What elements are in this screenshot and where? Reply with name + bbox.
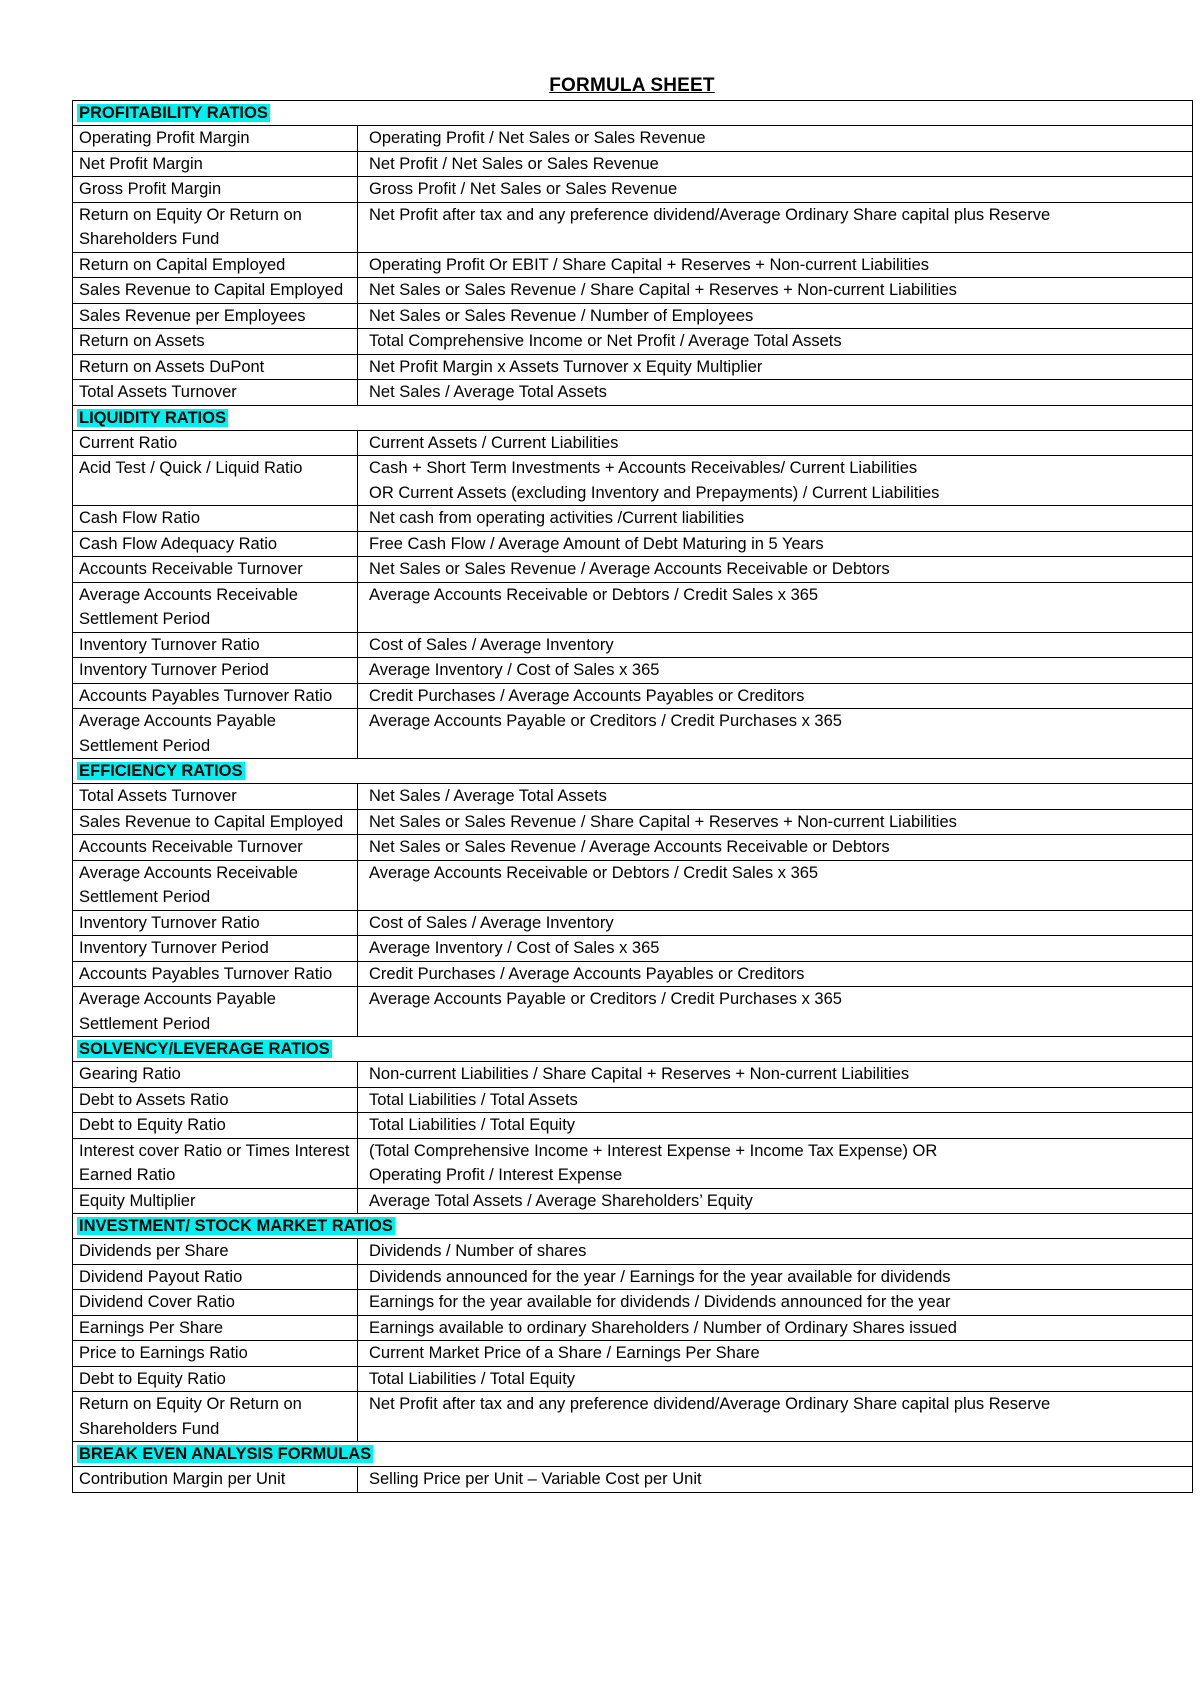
ratio-row	[73, 860, 1193, 910]
ratio-formula	[358, 683, 1193, 709]
ratio-name: Sales Revenue per Employees	[73, 303, 358, 329]
formula-line: Average Inventory / Cost of Sales x 365	[369, 661, 660, 679]
ratio-formula	[358, 151, 1193, 177]
ratio-name: Interest cover Ratio or Times Interest Earned Ratio	[73, 1138, 358, 1188]
ratio-row	[73, 936, 1193, 962]
ratio-name: Return on Equity Or Return on Shareholders Fund	[73, 202, 358, 252]
ratio-row	[73, 1366, 1193, 1392]
ratio-formula	[358, 126, 1193, 152]
ratio-row	[73, 910, 1193, 936]
formula-line: Credit Purchases / Average Accounts Payables or Creditors	[369, 964, 805, 983]
ratio-formula	[358, 329, 1193, 355]
ratio-formula	[358, 860, 1193, 910]
ratio-name: Total Assets Turnover	[73, 784, 358, 810]
section-header-cell	[73, 759, 1193, 784]
ratio-name: Inventory Turnover Ratio	[73, 910, 358, 936]
ratio-row	[73, 380, 1193, 406]
ratio-name: Average Accounts Payable Settlement Period	[73, 987, 358, 1037]
section-header-cell	[73, 1442, 1193, 1467]
formula-line: Current Market Price of a Share / Earnings Per Share	[369, 1344, 760, 1362]
formula-line: Selling Price per Unit – Variable Cost per Unit	[369, 1470, 702, 1488]
ratio-name: Earnings Per Share	[73, 1315, 358, 1341]
formula-line: Total Liabilities / Total Assets	[369, 1090, 578, 1109]
ratio-row	[73, 1138, 1193, 1188]
section-header-row	[73, 101, 1193, 126]
formula-line: Net Sales or Sales Revenue / Number of Employees	[369, 306, 754, 325]
formula-line: OR Current Assets (excluding Inventory and Prepayments) / Current Liabilities	[369, 483, 940, 502]
ratio-formula	[358, 1290, 1193, 1316]
ratio-row	[73, 177, 1193, 203]
ratio-formula	[358, 961, 1193, 987]
section-heading: INVESTMENT/ STOCK MARKET RATIOS	[79, 1217, 393, 1235]
ratio-formula	[358, 1138, 1193, 1188]
formula-line: Net Sales / Average Total Assets	[369, 383, 607, 401]
ratio-name: Accounts Receivable Turnover	[73, 835, 358, 861]
ratio-row	[73, 987, 1193, 1037]
ratio-row	[73, 809, 1193, 835]
formula-line: Operating Profit / Net Sales or Sales Revenue	[369, 129, 706, 147]
ratio-formula	[358, 658, 1193, 684]
formula-line: Operating Profit Or EBIT / Share Capital + Reserves + Non-current Liabilities	[369, 255, 930, 274]
section-heading: SOLVENCY/LEVERAGE RATIOS	[79, 1040, 330, 1058]
ratio-name: Average Accounts Payable Settlement Period	[73, 709, 358, 759]
ratio-row	[73, 1290, 1193, 1316]
formula-line: Net Profit / Net Sales or Sales Revenue	[369, 154, 659, 173]
ratio-row	[73, 354, 1193, 380]
ratio-name: Net Profit Margin	[73, 151, 358, 177]
ratio-formula	[358, 456, 1193, 506]
formula-table	[72, 100, 1193, 1493]
ratio-row	[73, 1113, 1193, 1139]
formula-line: (Total Comprehensive Income + Interest Expense + Income Tax Expense) OR	[369, 1141, 938, 1160]
ratio-formula	[358, 380, 1193, 406]
ratio-formula	[358, 784, 1193, 810]
ratio-name: Dividend Cover Ratio	[73, 1290, 358, 1316]
ratio-name: Sales Revenue to Capital Employed	[73, 809, 358, 835]
section-header-cell	[73, 405, 1193, 430]
ratio-formula	[358, 835, 1193, 861]
ratio-name: Gross Profit Margin	[73, 177, 358, 203]
ratio-name: Return on Assets	[73, 329, 358, 355]
ratio-formula	[358, 1188, 1193, 1214]
ratio-name: Dividends per Share	[73, 1239, 358, 1265]
formula-line: Total Comprehensive Income or Net Profit / Average Total Assets	[369, 332, 842, 350]
section-heading: EFFICIENCY RATIOS	[79, 762, 243, 780]
formula-line: Cash + Short Term Investments + Accounts Receivables/ Current Liabilities	[369, 459, 918, 477]
formula-line: Average Total Assets / Average Shareholders’ Equity	[369, 1191, 753, 1210]
ratio-formula	[358, 531, 1193, 557]
ratio-row	[73, 329, 1193, 355]
ratio-name: Acid Test / Quick / Liquid Ratio	[73, 456, 358, 506]
formula-line: Average Accounts Receivable or Debtors / Credit Sales x 365	[369, 863, 819, 882]
formula-line: Average Accounts Payable or Creditors / Credit Purchases x 365	[369, 712, 842, 730]
ratio-formula	[358, 354, 1193, 380]
section-heading: BREAK EVEN ANALYSIS FORMULAS	[79, 1445, 372, 1463]
ratio-row	[73, 1264, 1193, 1290]
ratio-row	[73, 1315, 1193, 1341]
ratio-name: Cash Flow Ratio	[73, 506, 358, 532]
ratio-name: Sales Revenue to Capital Employed	[73, 278, 358, 304]
formula-line: Total Liabilities / Total Equity	[369, 1116, 576, 1134]
ratio-name: Cash Flow Adequacy Ratio	[73, 531, 358, 557]
formula-line: Net Sales or Sales Revenue / Share Capital + Reserves + Non-current Liabilities	[369, 812, 957, 831]
ratio-name: Dividend Payout Ratio	[73, 1264, 358, 1290]
ratio-row	[73, 709, 1193, 759]
ratio-row	[73, 1392, 1193, 1442]
ratio-row	[73, 658, 1193, 684]
ratio-formula	[358, 303, 1193, 329]
formula-line: Earnings for the year available for dividends / Dividends announced for the year	[369, 1293, 951, 1311]
formula-line: Average Accounts Payable or Creditors / Credit Purchases x 365	[369, 990, 842, 1008]
formula-sheet	[72, 74, 1192, 1493]
formula-line: Total Liabilities / Total Equity	[369, 1369, 576, 1388]
ratio-name: Return on Capital Employed	[73, 252, 358, 278]
ratio-formula	[358, 1239, 1193, 1265]
ratio-name: Return on Equity Or Return on Shareholders Fund	[73, 1392, 358, 1442]
ratio-formula	[358, 177, 1193, 203]
formula-line: Net Profit Margin x Assets Turnover x Equity Multiplier	[369, 357, 763, 376]
ratio-row	[73, 1087, 1193, 1113]
section-header-cell	[73, 1037, 1193, 1062]
ratio-row	[73, 1467, 1193, 1493]
formula-line: Earnings available to ordinary Shareholders / Number of Ordinary Shares issued	[369, 1318, 957, 1337]
formula-line: Non-current Liabilities / Share Capital + Reserves + Non-current Liabilities	[369, 1065, 910, 1083]
ratio-row	[73, 1341, 1193, 1367]
ratio-name: Inventory Turnover Period	[73, 658, 358, 684]
ratio-row	[73, 1062, 1193, 1088]
ratio-name: Return on Assets DuPont	[73, 354, 358, 380]
ratio-row	[73, 961, 1193, 987]
ratio-formula	[358, 1366, 1193, 1392]
formula-line: Cost of Sales / Average Inventory	[369, 913, 614, 932]
ratio-row	[73, 126, 1193, 152]
section-heading: PROFITABILITY RATIOS	[79, 104, 268, 122]
formula-table-body	[73, 101, 1193, 1493]
ratio-row	[73, 683, 1193, 709]
formula-line: Cost of Sales / Average Inventory	[369, 635, 614, 654]
ratio-row	[73, 252, 1193, 278]
ratio-formula	[358, 632, 1193, 658]
ratio-row	[73, 456, 1193, 506]
ratio-formula	[358, 582, 1193, 632]
section-header-cell	[73, 1214, 1193, 1239]
formula-line: Net Profit after tax and any preference dividend/Average Ordinary Share capital plus Reserve	[369, 205, 1051, 224]
ratio-formula	[358, 987, 1193, 1037]
formula-line: Dividends / Number of shares	[369, 1242, 587, 1260]
ratio-name: Contribution Margin per Unit	[73, 1467, 358, 1493]
formula-line: Operating Profit / Interest Expense	[369, 1166, 623, 1184]
ratio-name: Average Accounts Receivable Settlement Period	[73, 582, 358, 632]
ratio-formula	[358, 1062, 1193, 1088]
ratio-formula	[358, 1315, 1193, 1341]
formula-line: Current Assets / Current Liabilities	[369, 433, 619, 452]
formula-line: Free Cash Flow / Average Amount of Debt Maturing in 5 Years	[369, 534, 824, 553]
section-header-cell	[73, 101, 1193, 126]
ratio-row	[73, 278, 1193, 304]
section-header-row	[73, 1214, 1193, 1239]
ratio-formula	[358, 910, 1193, 936]
ratio-name: Debt to Equity Ratio	[73, 1366, 358, 1392]
ratio-formula	[358, 506, 1193, 532]
ratio-row	[73, 784, 1193, 810]
ratio-name: Price to Earnings Ratio	[73, 1341, 358, 1367]
ratio-formula	[358, 809, 1193, 835]
ratio-name: Accounts Payables Turnover Ratio	[73, 961, 358, 987]
ratio-row	[73, 582, 1193, 632]
ratio-row	[73, 557, 1193, 583]
ratio-row	[73, 835, 1193, 861]
ratio-name: Accounts Receivable Turnover	[73, 557, 358, 583]
ratio-row	[73, 531, 1193, 557]
ratio-formula	[358, 202, 1193, 252]
ratio-formula	[358, 1467, 1193, 1493]
ratio-formula	[358, 1087, 1193, 1113]
formula-line: Dividends announced for the year / Earnings for the year available for dividends	[369, 1267, 951, 1286]
ratio-name: Inventory Turnover Period	[73, 936, 358, 962]
formula-line: Net Sales or Sales Revenue / Share Capital + Reserves + Non-current Liabilities	[369, 281, 957, 299]
formula-line: Average Accounts Receivable or Debtors / Credit Sales x 365	[369, 585, 819, 604]
ratio-row	[73, 202, 1193, 252]
ratio-formula	[358, 1264, 1193, 1290]
ratio-name: Operating Profit Margin	[73, 126, 358, 152]
ratio-row	[73, 303, 1193, 329]
ratio-formula	[358, 278, 1193, 304]
ratio-formula	[358, 252, 1193, 278]
page-title: FORMULA SHEET	[549, 75, 715, 96]
formula-line: Net Sales or Sales Revenue / Average Accounts Receivable or Debtors	[369, 560, 890, 578]
ratio-formula	[358, 936, 1193, 962]
section-heading: LIQUIDITY RATIOS	[79, 408, 226, 427]
ratio-formula	[358, 430, 1193, 456]
ratio-row	[73, 506, 1193, 532]
ratio-name: Total Assets Turnover	[73, 380, 358, 406]
ratio-name: Average Accounts Receivable Settlement Period	[73, 860, 358, 910]
ratio-name: Equity Multiplier	[73, 1188, 358, 1214]
ratio-name: Current Ratio	[73, 430, 358, 456]
ratio-formula	[358, 709, 1193, 759]
formula-line: Net Profit after tax and any preference dividend/Average Ordinary Share capital plus Reserve	[369, 1395, 1051, 1413]
ratio-name: Debt to Assets Ratio	[73, 1087, 358, 1113]
ratio-row	[73, 430, 1193, 456]
ratio-row	[73, 1188, 1193, 1214]
formula-line: Gross Profit / Net Sales or Sales Revenue	[369, 180, 678, 198]
ratio-name: Inventory Turnover Ratio	[73, 632, 358, 658]
ratio-name: Gearing Ratio	[73, 1062, 358, 1088]
section-header-row	[73, 405, 1193, 430]
ratio-name: Debt to Equity Ratio	[73, 1113, 358, 1139]
section-header-row	[73, 1442, 1193, 1467]
section-header-row	[73, 759, 1193, 784]
formula-line: Net Sales or Sales Revenue / Average Accounts Receivable or Debtors	[369, 838, 890, 856]
section-header-row	[73, 1037, 1193, 1062]
ratio-formula	[358, 1113, 1193, 1139]
formula-line: Average Inventory / Cost of Sales x 365	[369, 939, 660, 957]
ratio-formula	[358, 1392, 1193, 1442]
ratio-row	[73, 632, 1193, 658]
ratio-row	[73, 151, 1193, 177]
ratio-name: Accounts Payables Turnover Ratio	[73, 683, 358, 709]
formula-line: Credit Purchases / Average Accounts Payables or Creditors	[369, 686, 805, 705]
ratio-formula	[358, 557, 1193, 583]
ratio-row	[73, 1239, 1193, 1265]
formula-line: Net cash from operating activities /Current liabilities	[369, 509, 745, 527]
ratio-formula	[358, 1341, 1193, 1367]
formula-line: Net Sales / Average Total Assets	[369, 787, 607, 805]
